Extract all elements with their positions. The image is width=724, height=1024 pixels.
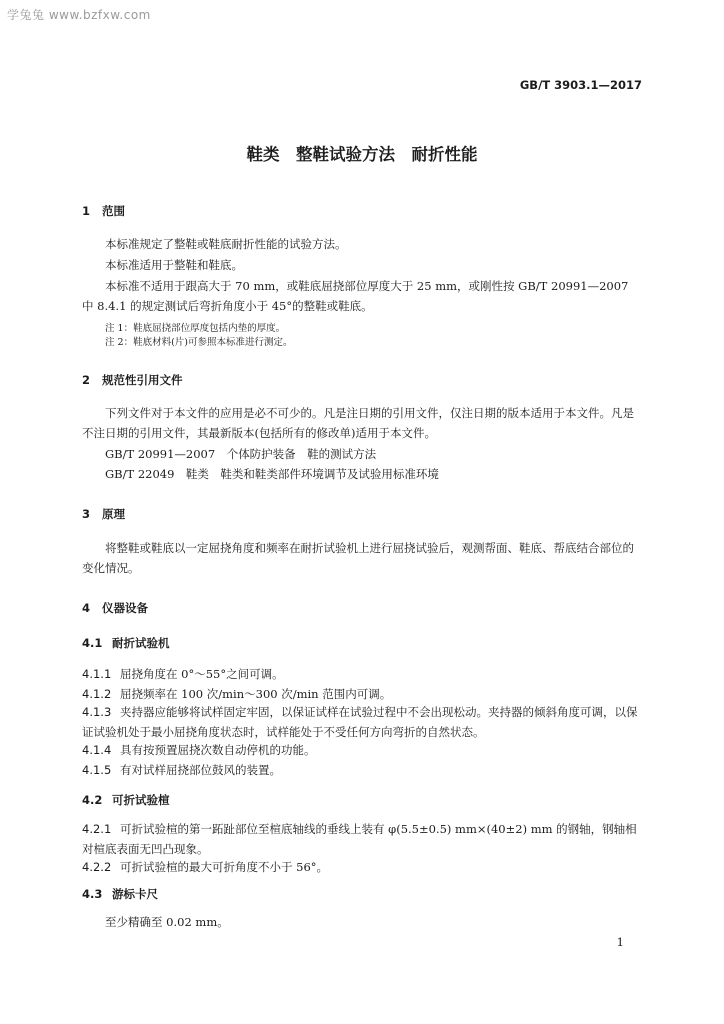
clause-4-1-4 (82, 740, 644, 760)
section-number: 3 (82, 507, 91, 521)
clause-text: 具有按预置屈挠次数自动停机的功能。 (120, 743, 316, 757)
paragraph: 本标准适用于整鞋和鞋底。 (105, 258, 243, 272)
reference-item: GB/T 20991—2007 个体防护装备 鞋的测试方法 (105, 447, 377, 461)
paragraph: 本标准规定了整鞋或鞋底耐折性能的试验方法。 (105, 237, 347, 251)
clause-4-1-3 (82, 702, 644, 742)
standard-code: GB/T 3903.1—2017 (519, 78, 642, 92)
clause-number: 4.1.3 (82, 705, 112, 719)
subsection-number: 4.1 (82, 636, 103, 650)
paragraph: 至少精确至 0.02 mm。 (105, 915, 229, 929)
clause-number: 4.2.2 (82, 860, 112, 874)
clause-4-1-1 (82, 664, 644, 684)
subsection-number: 4.2 (82, 793, 103, 807)
clause-number: 4.1.4 (82, 743, 112, 757)
paragraph-continuation: 中 8.4.1 的规定测试后弯折角度小于 45°的整鞋或鞋底。 (82, 299, 373, 313)
note: 注 1：鞋底屈挠部位厚度包括内垫的厚度。 (105, 323, 286, 334)
paragraph: 本标准不适用于跟高大于 70 mm，或鞋底屈挠部位厚度大于 25 mm，或刚性按 GB/T 20991—2007 (105, 279, 629, 293)
clause-number: 4.1.2 (82, 687, 112, 701)
subsection-number: 4.3 (82, 887, 103, 901)
reference-item: GB/T 22049 鞋类 鞋类和鞋类部件环境调节及试验用标准环境 (105, 467, 439, 481)
section-3-heading (82, 506, 125, 522)
section-title: 仪器设备 (102, 601, 148, 615)
clause-text: 可折试验楦的第一跖趾部位至楦底轴线的垂线上装有 φ(5.5±0.5) mm×(40±2) mm 的钢轴，钢轴相对楦底表面无凹凸现象。 (82, 822, 637, 856)
clause-text: 夹持器应能够将试样固定牢固，以保证试样在试验过程中不会出现松动。夹持器的倾斜角度可调，以保证试验机处于最小屈挠角度状态时，试样能处于不受任何方向弯折的自然状态。 (82, 705, 638, 739)
clause-4-1-5 (82, 760, 644, 780)
subsection-title: 耐折试验机 (112, 636, 170, 650)
subsection-4-2-heading (82, 792, 170, 808)
subsection-title: 可折试验楦 (112, 793, 170, 807)
clause-text: 可折试验楦的最大可折角度不小于 56°。 (120, 860, 329, 874)
clause-4-1-2 (82, 684, 644, 704)
clause-text: 有对试样屈挠部位鼓风的装置。 (120, 763, 281, 777)
watermark: 学兔兔 www.bzfxw.com (7, 8, 151, 22)
section-title: 原理 (102, 507, 125, 521)
section-title: 范围 (102, 204, 125, 218)
section-2-heading (82, 372, 183, 388)
note: 注 2：鞋底材料(片)可参照本标准进行测定。 (105, 337, 293, 348)
document-title: 鞋类 整鞋试验方法 耐折性能 (246, 145, 478, 164)
paragraph: 下列文件对于本文件的应用是必不可少的。凡是注日期的引用文件，仅注日期的版本适用于本文件。凡是不注日期的引用文件，其最新版本(包括所有的修改单)适用于本文件。 (82, 406, 634, 440)
subsection-title: 游标卡尺 (112, 887, 158, 901)
clause-text: 屈挠频率在 100 次/min～300 次/min 范围内可调。 (120, 687, 392, 701)
section-number: 4 (82, 601, 91, 615)
section-1-heading (82, 203, 125, 219)
clause-4-2-2 (82, 857, 644, 877)
section-4-heading (82, 600, 148, 616)
paragraph: 将整鞋或鞋底以一定屈挠角度和频率在耐折试验机上进行屈挠试验后，观测帮面、鞋底、帮底结合部位的变化情况。 (82, 541, 634, 575)
clause-number: 4.1.1 (82, 667, 112, 681)
clause-number: 4.1.5 (82, 763, 112, 777)
clause-4-2-1 (82, 819, 644, 859)
clause-number: 4.2.1 (82, 822, 112, 836)
page-number: 1 (616, 935, 624, 949)
subsection-4-1-heading (82, 635, 170, 651)
clause-text: 屈挠角度在 0°～55°之间可调。 (120, 667, 284, 681)
section-number: 2 (82, 373, 91, 387)
section-number: 1 (82, 204, 91, 218)
section-title: 规范性引用文件 (102, 373, 183, 387)
subsection-4-3-heading (82, 886, 158, 902)
